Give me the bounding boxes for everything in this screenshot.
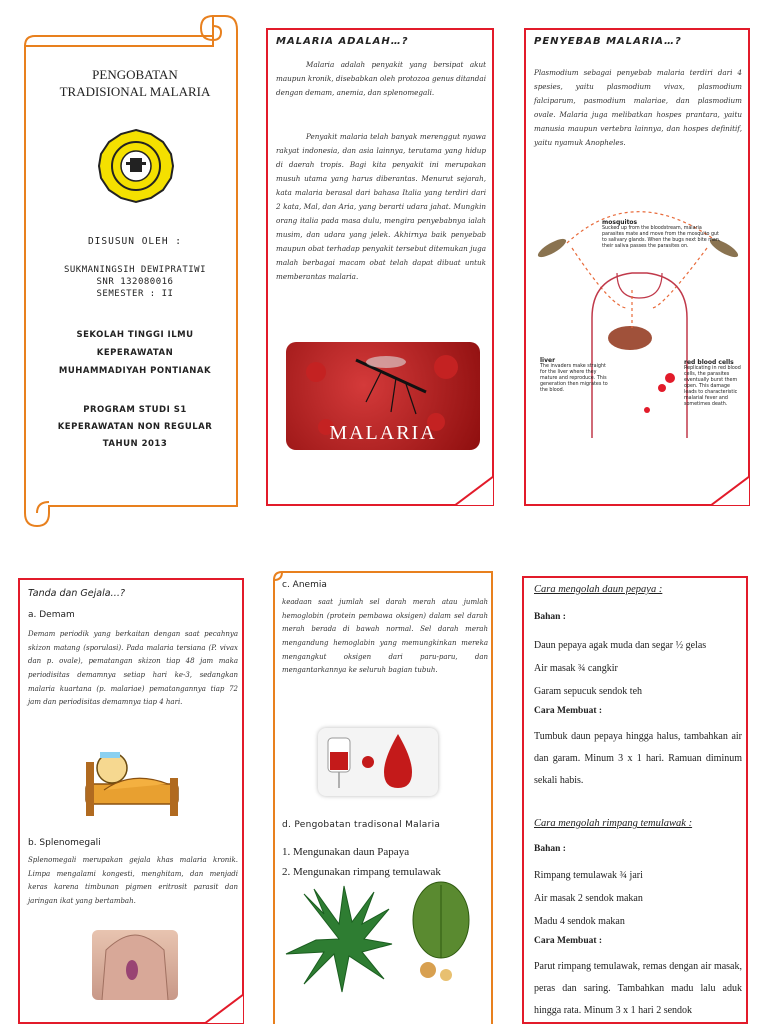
treatment-heading: d. Pengobatan tradisonal Malaria bbox=[282, 820, 441, 830]
preparation-panel bbox=[522, 576, 748, 1024]
page-curl-icon bbox=[710, 476, 750, 506]
page-curl-icon bbox=[204, 994, 244, 1024]
diagram-liver-title: liver bbox=[540, 357, 556, 364]
symptoms-heading: Tanda dan Gejala…? bbox=[28, 588, 126, 599]
diagram-liver-text: The invaders make straight for the liver where they mature and reproduce. This generation then migrates to the blood. bbox=[540, 364, 608, 393]
temulawak-ingredient-1: Rimpang temulawak ¾ jari bbox=[534, 870, 643, 881]
cover-title-line1: PENGOBATAN bbox=[92, 67, 178, 82]
temulawak-ingredients-label: Bahan : bbox=[534, 844, 566, 854]
papaya-heading: Cara mengolah daun pepaya : bbox=[534, 584, 663, 595]
symptom-fever-text: Demam periodik yang berkaitan dengan saat pecahnya skizon matang (sporulasi). Pada malaria tersiana (P. vivax dan p. ovale), pematangan skizon tiap 48 jam maka periodisitas demamnya setiap hari ke-3, sedangkan malaria kuartana (p. malariae) pematangannya tiap 72 jam dan periodisitas demamnya tiap 4 hari. bbox=[28, 630, 238, 707]
anemia-text: keadaan saat jumlah sel darah merah atau jumlah hemoglobin (protein pembawa oksigen) dalam sel darah merah berada di bawah normal. Sel darah merah mengandung hemoglabin yang memungkinkan mereka mengangkut oksigen dari paru-paru, dan mengantarkannya ke seluruh bagian tubuh. bbox=[282, 598, 488, 675]
malaria-cause-panel bbox=[524, 28, 750, 506]
author-name: SUKMANINGSIH DEWIPRATIWI bbox=[63, 265, 207, 275]
symptom-splenomegaly-text: Splenomegali merupakan gejala khas malaria kronik. Limpa mengalami kongesti, menghitam, dan menjadi keras karena timbunan pigmen eritrosit parasit dan jaringan ikat yang bertambah. bbox=[28, 856, 238, 905]
cover-title-line2: TRADISIONAL MALARIA bbox=[59, 84, 211, 99]
papaya-ingredients-label: Bahan : bbox=[534, 612, 566, 622]
malaria-cause-p1: Plasmodium sebagai penyebab malaria terdiri dari 4 spesies, yaitu plasmodium vivax, plasmodium falciparum, pasmodium malariae, dan plasmodium ovale. Malaria juga melibatkan hospes prantara, yaitu manusia maupun vertebra lainnya, dan hospes definitif, yaitu nyamuk Anopheles. bbox=[534, 68, 742, 148]
malaria-definition-p1: Malaria adalah penyakit yang bersipat akut maupun kronik, disebabkan oleh protozoa genus ditandai dengan demam, anemia, dan splenomegali. bbox=[276, 60, 486, 98]
papaya-leaf-icon bbox=[284, 884, 394, 994]
anemia-treatment-panel bbox=[264, 566, 500, 1024]
torso-icon bbox=[92, 930, 178, 1000]
diagram-rbc-text: Replicating in red blood cells, the parasites eventually burst them open. This damage leads to characteristic malarial fever and sometimes death. bbox=[684, 366, 741, 407]
symptom-splenomegaly-heading: b. Splenomegali bbox=[28, 838, 101, 848]
program-line2: KEPERAWATAN NON REGULAR bbox=[57, 422, 213, 432]
author-semester: SEMESTER : II bbox=[96, 289, 174, 299]
blood-drop-icon bbox=[318, 728, 438, 796]
school-line1: SEKOLAH TINGGI ILMU bbox=[76, 330, 194, 340]
temulawak-ingredient-3: Madu 4 sendok makan bbox=[534, 916, 625, 927]
malaria-mosquito-image bbox=[286, 342, 480, 450]
malaria-definition-p2: Penyakit malaria telah banyak merenggut nyawa rakyat indonesia, dan asia lainnya, terutama yang hidup di daerah tropis. Bagi kita penyakit ini merupakan musuh utama yang harus diberantas. Menurut sejarah, kata malaria berasal dari bahasa Italia yang terdiri dari 2 kata, Mal, dan Aria, yang berarti udara jahat. Mungkin orang italia pada masa dulu, mengira penyebabnya ialah musim, dan udara yang jelek. Akhirnya baik penyebab maupun obat terhadap penyakit tersebut ditemukan juga malah berbagai macam obat telah dapat dibuat untuk memberantas malaria. bbox=[276, 132, 486, 282]
temulawak-method-text: Parut rimpang temulawak, remas dengan air masak, peras dan saring. Tambahkan madu lalu aduk hingga rata. Minum 3 x 1 hari 2 sendok bbox=[534, 961, 742, 1016]
program-line1: PROGRAM STUDI S1 bbox=[83, 405, 187, 415]
program-line3: TAHUN 2013 bbox=[102, 439, 168, 449]
diagram-rbc-title: red blood cells bbox=[684, 359, 734, 366]
blood-bag-image bbox=[318, 728, 438, 796]
diagram-mosquitos-title: mosquitos bbox=[602, 219, 638, 226]
papaya-method-text: Tumbuk daun pepaya hingga halus, tambahkan air dan garam. Minum 3 x 1 hari. Ramuan diminum sekali habis. bbox=[534, 731, 742, 786]
cover-panel bbox=[15, 8, 243, 530]
page-curl-icon bbox=[454, 476, 494, 506]
disusun-label: DISUSUN OLEH : bbox=[87, 236, 183, 247]
temulawak-method-label: Cara Membuat : bbox=[534, 936, 603, 946]
author-snr: SNR 132080016 bbox=[96, 277, 174, 287]
temulawak-plant-icon bbox=[398, 880, 484, 990]
malaria-image-word: MALARIA bbox=[329, 422, 437, 444]
anemia-heading: c. Anemia bbox=[282, 580, 327, 590]
symptom-fever-heading: a. Demam bbox=[28, 610, 75, 620]
papaya-ingredient-1: Daun pepaya agak muda dan segar ½ gelas bbox=[534, 640, 707, 651]
temulawak-ingredient-2: Air masak 2 sendok makan bbox=[534, 893, 643, 904]
malaria-lifecycle-diagram bbox=[532, 188, 746, 440]
temulawak-heading: Cara mengolah rimpang temulawak : bbox=[534, 818, 693, 829]
school-line3: MUHAMMADIYAH PONTIANAK bbox=[58, 366, 212, 376]
sick-person-bed-icon bbox=[82, 740, 182, 820]
diagram-mosquitos-text: Sucked up from the bloodstream, malaria parasites mate and move from the mosquito gut to salivary glands. When the bugs next bite man, their saliva passes the parasites on. bbox=[602, 226, 721, 249]
treatment-item-papaya: 1. Mengunakan daun Papaya bbox=[282, 846, 410, 858]
treatment-item-temulawak: 2. Mengunakan rimpang temulawak bbox=[282, 866, 441, 878]
malaria-definition-panel bbox=[266, 28, 494, 506]
papaya-ingredient-2: Air masak ¾ cangkir bbox=[534, 663, 618, 674]
papaya-method-label: Cara Membuat : bbox=[534, 706, 603, 716]
torso-image bbox=[92, 930, 178, 1000]
university-logo-icon bbox=[81, 126, 191, 206]
malaria-cause-heading: PENYEBAB MALARIA…? bbox=[534, 36, 682, 47]
malaria-definition-heading: MALARIA ADALAH…? bbox=[276, 36, 409, 47]
symptoms-panel bbox=[18, 578, 244, 1024]
papaya-ingredient-3: Garam sepucuk sendok teh bbox=[534, 686, 643, 697]
school-line2: KEPERAWATAN bbox=[96, 348, 174, 358]
